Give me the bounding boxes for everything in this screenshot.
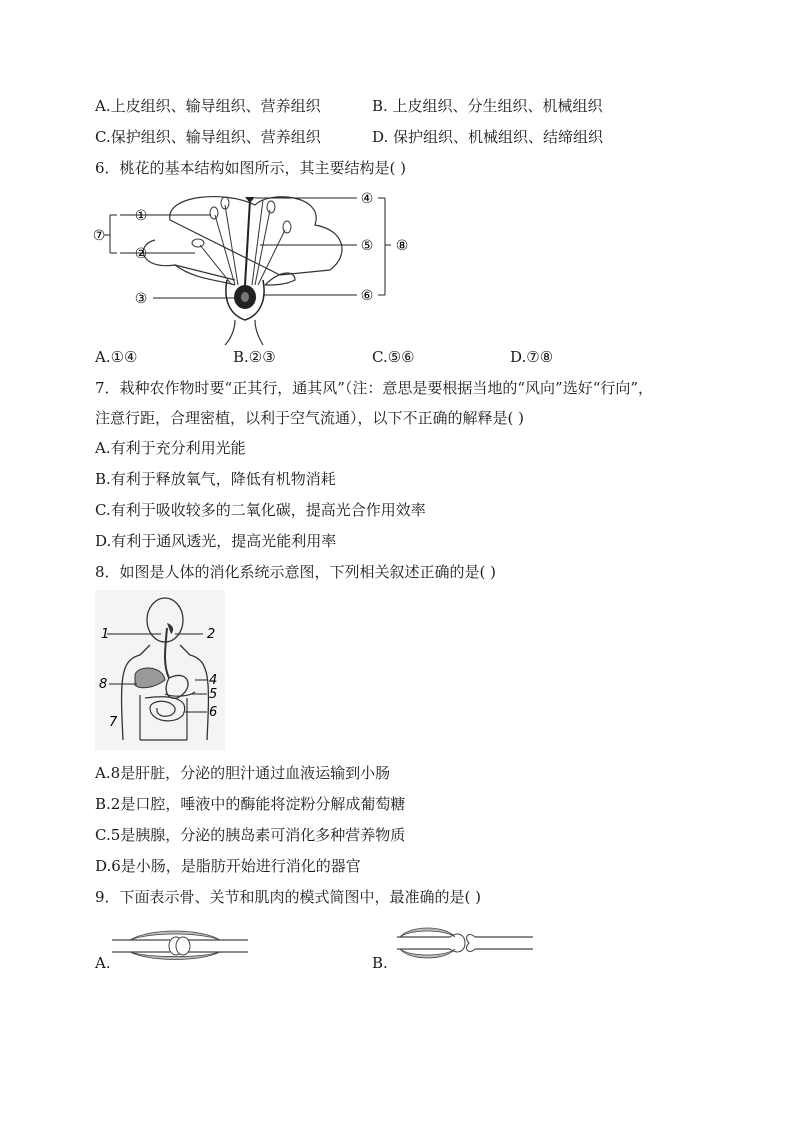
- bone-joint-muscle-figure-a: [110, 928, 250, 964]
- flower-label-2: ②: [134, 246, 148, 262]
- q6-stem: 6．桃花的基本结构如图所示，其主要结构是( ): [95, 159, 407, 177]
- digestive-label-2: 2: [207, 627, 216, 642]
- q6-option-d: D.⑦⑧: [510, 348, 554, 366]
- peach-flower-diagram: [92, 185, 425, 345]
- q8-option-b: B.2是口腔，唾液中的酶能将淀粉分解成葡萄糖: [95, 795, 406, 813]
- q6-option-c: C.⑤⑥: [372, 348, 415, 366]
- q8-option-c: C.5是胰腺，分泌的胰岛素可消化多种营养物质: [95, 826, 406, 844]
- digestive-label-8: 8: [99, 677, 108, 692]
- q8-option-d: D.6是小肠，是脂肪开始进行消化的器官: [95, 857, 361, 875]
- q9-option-a: A.: [95, 954, 111, 972]
- flower-label-7: ⑦: [92, 228, 106, 244]
- q6-option-a: A.①④: [95, 348, 138, 366]
- q7-option-a: A.有利于充分利用光能: [95, 439, 246, 457]
- q7-option-c: C.有利于吸收较多的二氧化碳，提高光合作用效率: [95, 501, 426, 519]
- q8-stem: 8．如图是人体的消化系统示意图，下列相关叙述正确的是( ): [95, 563, 497, 581]
- digestive-label-7: 7: [109, 715, 118, 730]
- q7-option-b: B.有利于释放氧气，降低有机物消耗: [95, 470, 336, 488]
- q5-option-d: D. 保护组织、机械组织、结缔组织: [372, 128, 604, 146]
- flower-label-3: ③: [134, 291, 148, 307]
- q7-stem-line2: 注意行距，合理密植，以利于空气流通），以下不正确的解释是( ): [95, 409, 524, 427]
- q6-option-b: B.②③: [233, 348, 276, 366]
- digestive-label-6: 6: [209, 705, 218, 720]
- flower-label-4: ④: [360, 191, 374, 207]
- digestive-label-4: 4: [209, 673, 218, 688]
- digestive-system-diagram: [95, 590, 225, 750]
- q5-option-b: B. 上皮组织、分生组织、机械组织: [372, 97, 603, 115]
- q5-option-c: C.保护组织、输导组织、营养组织: [95, 128, 321, 146]
- flower-label-1: ①: [134, 208, 148, 224]
- digestive-label-1: 1: [101, 627, 110, 642]
- q5-option-a: A.上皮组织、输导组织、营养组织: [95, 97, 321, 115]
- q7-option-d: D.有利于通风透光，提高光能利用率: [95, 532, 337, 550]
- q9-option-b: B.: [372, 954, 388, 972]
- q9-stem: 9．下面表示骨、关节和肌肉的模式简图中，最准确的是( ): [95, 888, 482, 906]
- bone-joint-muscle-figure-b: [395, 923, 535, 963]
- flower-label-8: ⑧: [395, 238, 409, 254]
- q7-stem-line1: 7．栽种农作物时要“正其行，通其风”（注：意思是要根据当地的“风向”选好“行向”，: [95, 379, 654, 397]
- digestive-label-5: 5: [209, 687, 218, 702]
- flower-label-5: ⑤: [360, 238, 374, 254]
- q8-option-a: A.8是肝脏，分泌的胆汁通过血液运输到小肠: [95, 764, 391, 782]
- flower-label-6: ⑥: [360, 288, 374, 304]
